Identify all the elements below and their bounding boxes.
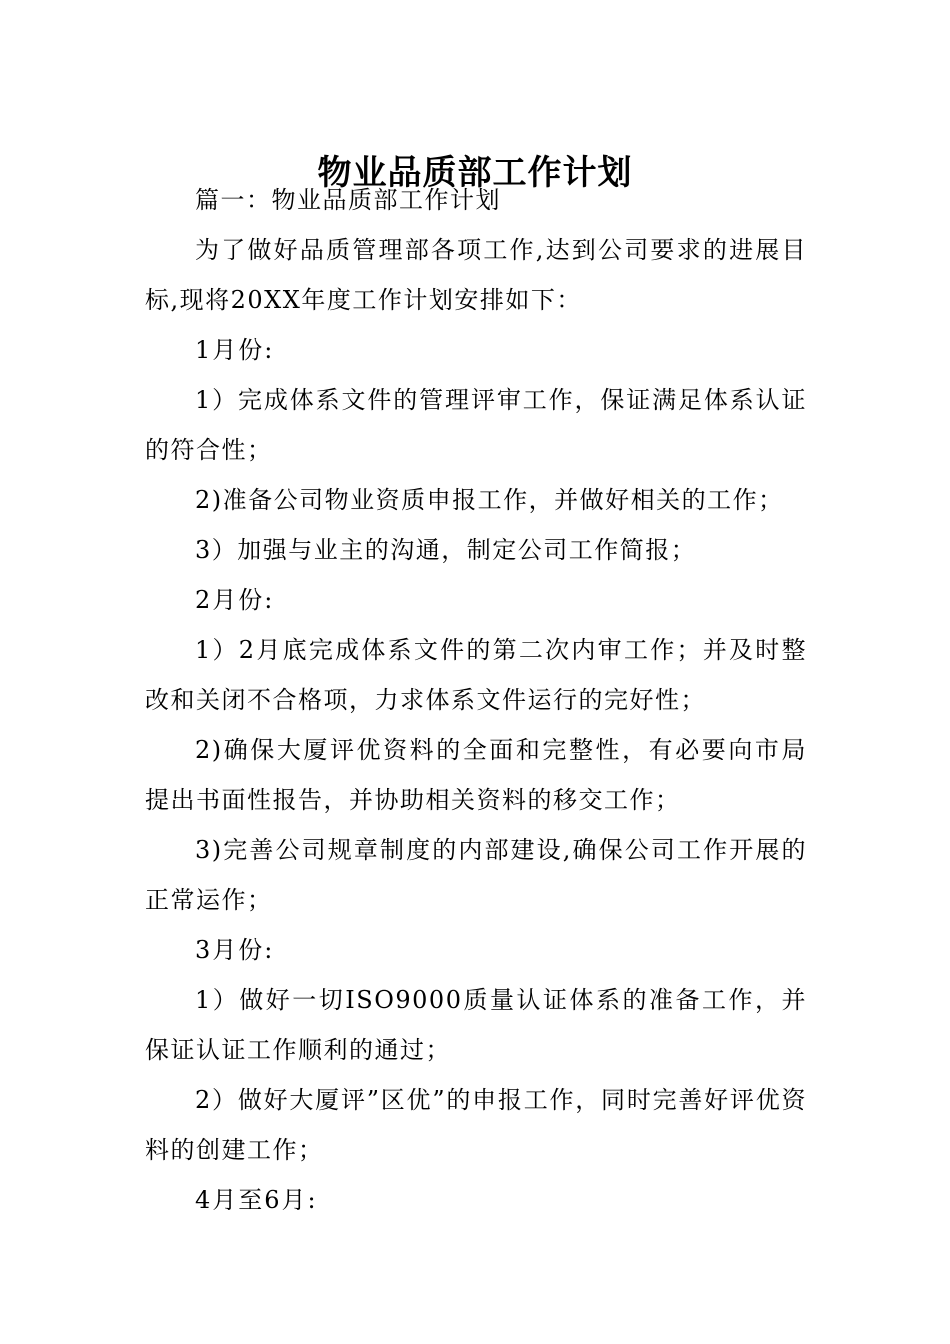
month-heading-april-june: 4月至6月: [195,1186,318,1214]
list-item: 1）完成体系文件的管理评审工作，保证满足体系认证的符合性； [145,386,807,464]
document-title: 物业品质部工作计划 [317,152,633,193]
list-item: 1）做好一切ISO9000质量认证体系的准备工作，并保证认证工作顺利的通过； [145,986,807,1064]
section-heading: 篇一：物业品质部工作计划 [195,186,501,214]
list-item: 2）做好大厦评”区优”的申报工作，同时完善好评优资料的创建工作； [145,1086,807,1164]
month-heading-january: 1月份: [195,336,275,364]
list-item: 2)准备公司物业资质申报工作，并做好相关的工作； [195,486,784,514]
month-heading-february: 2月份: [195,586,275,614]
month-heading-march: 3月份: [195,936,275,964]
list-item: 3）加强与业主的沟通，制定公司工作简报； [195,536,697,564]
document-body [145,175,807,1225]
list-item: 3)完善公司规章制度的内部建设,确保公司工作开展的正常运作； [145,836,807,914]
list-item: 2)确保大厦评优资料的全面和完整性，有必要向市局提出书面性报告，并协助相关资料的移交工作； [145,736,807,814]
list-item: 1）2月底完成体系文件的第二次内审工作；并及时整改和关闭不合格项，力求体系文件运行的完好性； [145,636,807,714]
intro-paragraph: 为了做好品质管理部各项工作,达到公司要求的进展目标,现将20XX年度工作计划安排如下： [145,236,807,314]
